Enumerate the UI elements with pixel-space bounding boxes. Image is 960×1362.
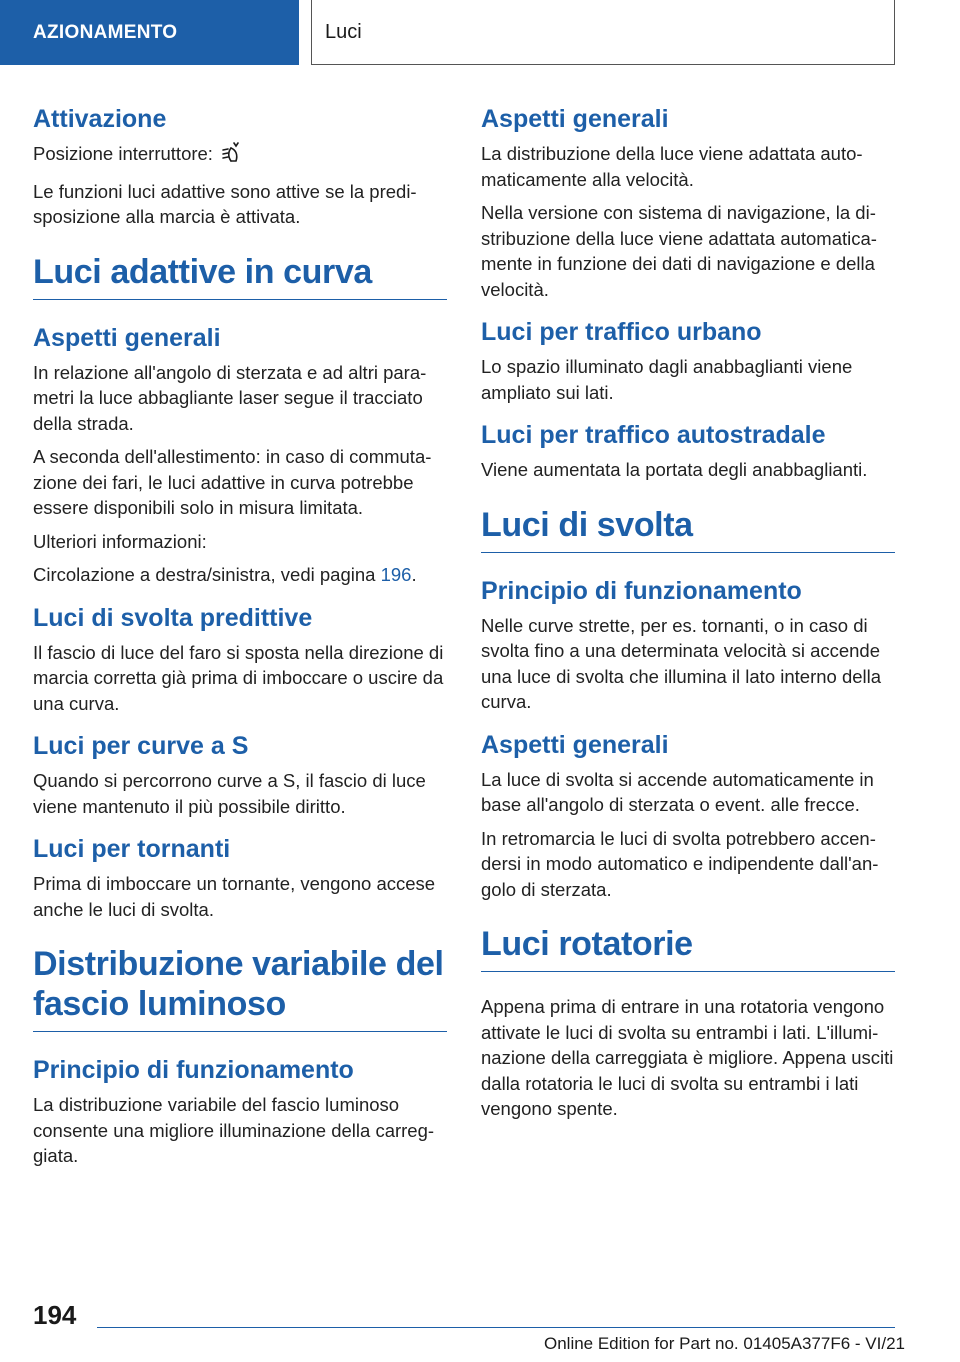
heading-hairpin: Luci per tornanti [33, 835, 231, 863]
reference-prefix: Circolazione a destra/sinistra, vedi pagina [33, 564, 376, 585]
attivazione-text: Le funzioni luci adattive sono attive se la predi-sposizione alla marcia è attivata. [33, 180, 417, 227]
left-column [33, 103, 447, 1177]
turning-general-text-1: La luce di svolta si accende automaticamente in base all'angolo di sterzata o event. alle frecce. [481, 768, 874, 815]
variable-principle-text: La distribuzione variabile del fascio luminoso consente una migliore illuminazione della carreg-giata. [33, 1094, 435, 1166]
heading-s-curve: Luci per curve a S [33, 732, 249, 760]
turning-principle-text: Nelle curve strette, per es. tornanti, o in caso di svolta fino a una determinata velocità si accende una luce di svolta che illumina il lato interno della curva. [481, 614, 882, 712]
page-number: 194 [33, 1300, 77, 1330]
adaptive-general-text-1: In relazione all'angolo di sterzata e ad altri para-metri la luce abbagliante laser segue il tracciato della strada. [33, 361, 427, 434]
right-column [481, 103, 895, 1130]
heading-attivazione: Attivazione [33, 105, 167, 133]
reference-suffix: . [411, 564, 417, 585]
hairpin-text: Prima di imboccare un tornante, vengono accese anche le luci di svolta. [33, 873, 436, 920]
section-title: AZIONAMENTO [33, 21, 178, 43]
chapter-title: Luci [325, 20, 362, 43]
title-variable-line-2: fascio luminoso [33, 985, 286, 1023]
heading-motorway-traffic: Luci per traffico autostradale [481, 421, 826, 449]
variable-general-text-1: La distribuzione della luce viene adattata auto-maticamente alla velocità. [481, 143, 863, 190]
heading-adaptive-general: Aspetti generali [33, 323, 221, 352]
roundabout-text: Appena prima di entrare in una rotatoria vengono attivate le luci di svolta su entrambi i lati. L'illumi-nazione della carreggiata è migliore. Appena usciti dalla rotatoria le luci di svolta su entrambi i lati vengono spente. [481, 996, 894, 1119]
title-roundabout-lights: Luci rotatorie [481, 924, 895, 972]
page-reference-link[interactable]: 196 [380, 564, 412, 585]
chapter-tab [311, 0, 895, 65]
turning-general-text-2: In retromarcia le luci di svolta potrebbero accen-dersi in modo automatico e indipendente dall'an-golo di sterzata. [481, 827, 879, 900]
variable-general-text-2: Nella versione con sistema di navigazione, la di-stribuzione della luce viene adattata automatica-mente in funzione dei dati di navigazione e della velocità. [481, 202, 877, 300]
title-variable-line-1: Distribuzione variabile del [33, 945, 444, 983]
heading-turning-general: Aspetti generali [481, 730, 669, 759]
adaptive-reference-line [33, 562, 447, 588]
s-curve-text: Quando si percorrono curve a S, il fascio di luce viene mantenuto il più possibile diritto. [33, 770, 426, 817]
heading-predictive-turning: Luci di svolta predittive [33, 603, 313, 632]
adaptive-general-text-3: Ulteriori informazioni: [33, 530, 207, 552]
heading-variable-general: Aspetti generali [481, 105, 669, 133]
title-turning-lights: Luci di svolta [481, 505, 895, 553]
predictive-turning-text: Il fascio di luce del faro si sposta nella direzione di marcia corretta già prima di imboccare o uscire da una curva. [33, 641, 444, 714]
urban-traffic-text: Lo spazio illuminato dagli anabbaglianti viene ampliato sui lati. [481, 356, 853, 403]
heading-variable-principle: Principio di funzionamento [33, 1056, 354, 1084]
switch-position-label: Posizione interruttore: [33, 143, 213, 164]
title-variable-light-distribution [33, 944, 447, 1032]
switch-position-line [33, 141, 447, 171]
motorway-traffic-text: Viene aumentata la portata degli anabbaglianti. [481, 459, 868, 480]
title-adaptive-curve-lights: Luci adattive in curva [33, 252, 447, 300]
footer-edition-text: Online Edition for Part no. 01405A377F6 - VI/21 [543, 1334, 905, 1353]
adaptive-light-switch-icon [221, 142, 243, 171]
adaptive-general-text-2: A seconda dell'allestimento: in caso di commuta-zione dei fari, le luci adattive in curva potrebbe essere disponibili solo in misura limitata. [33, 446, 432, 518]
heading-turning-principle: Principio di funzionamento [481, 576, 802, 605]
heading-urban-traffic: Luci per traffico urbano [481, 318, 762, 346]
footer-divider [97, 1327, 895, 1328]
section-tab [0, 0, 299, 65]
